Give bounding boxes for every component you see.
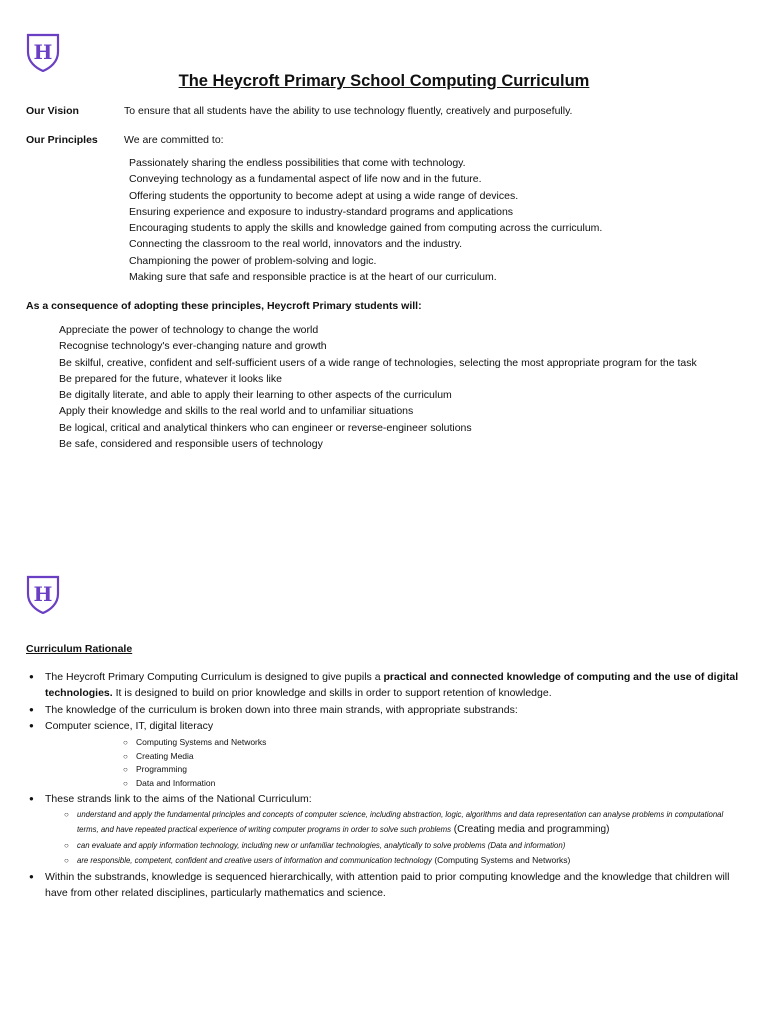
outcome-item: Be safe, considered and responsible users of technology — [59, 438, 323, 451]
consequence-heading: As a consequence of adopting these principles, Heycroft Primary students will: — [26, 300, 422, 312]
list-item: ● Computer science, IT, digital literacy ○ Computing Systems and Networks ○ Creating Media ○ Programming ○ Data and Information — [26, 718, 746, 791]
substrand-list — [136, 736, 746, 790]
substrand-item: ○ Computing Systems and Networks — [136, 736, 746, 750]
substrand-item: ○ Programming — [136, 763, 746, 777]
svg-text:H: H — [33, 582, 53, 606]
outcome-item: Be prepared for the future, whatever it looks like — [59, 372, 282, 385]
principle-item: Championing the power of problem-solving and logic. — [129, 254, 377, 267]
outcomes-list — [59, 322, 697, 452]
principle-item: Connecting the classroom to the real world, innovators and the industry. — [129, 238, 463, 251]
vision-text: To ensure that all students have the ability to use technology fluently, creatively and purposefully. — [124, 105, 573, 117]
outcome-item: Recognise technology's ever-changing nature and growth — [59, 340, 327, 353]
school-crest-icon — [25, 32, 61, 72]
principle-item: Passionately sharing the endless possibilities that come with technology. — [129, 157, 466, 169]
principles-label: Our Principles — [26, 134, 98, 146]
rationale-list — [26, 669, 746, 901]
principle-item: Encouraging students to apply the skills and knowledge gained from computing across the curriculum. — [129, 222, 603, 235]
principles-list — [129, 155, 602, 285]
svg-text:H: H — [33, 40, 53, 64]
list-item: ● The Heycroft Primary Computing Curriculum is designed to give pupils a practical and connected knowledge of computing and the use of digital technologies. It is designed to build on prior knowledge and skills in order to support retention of knowledge. — [26, 669, 746, 702]
outcome-item: Appreciate the power of technology to change the world — [59, 324, 319, 336]
page-title: The Heycroft Primary School Computing Curriculum — [178, 72, 590, 90]
aims-list — [77, 807, 746, 869]
outcome-item: Be skilful, creative, confident and self-sufficient users of a wide range of technologies, selecting the most appropriate program for the task — [59, 356, 697, 369]
principles-intro: We are committed to: — [124, 134, 224, 146]
outcome-item: Be logical, critical and analytical thinkers who can engineer or reverse-engineer solutions — [59, 421, 472, 434]
vision-label: Our Vision — [26, 105, 79, 117]
substrand-item: ○ Creating Media — [136, 750, 746, 764]
aim-item: ○ are responsible, competent, confident and creative users of information and communication technology (Computing Systems and Networks) — [77, 853, 746, 869]
list-item: ● Within the substrands, knowledge is sequenced hierarchically, with attention paid to prior computing knowledge and the knowledge that children will have from other related disciplines, particularly mathematics and science. — [26, 869, 746, 902]
principle-item: Conveying technology as a fundamental aspect of life now and in the future. — [129, 173, 482, 186]
aim-item: ○ can evaluate and apply information technology, including new or unfamiliar technologies, analytically to solve problems (Data and information) — [77, 838, 746, 854]
list-item: ● These strands link to the aims of the National Curriculum: ○ understand and apply the fundamental principles and concepts of computer science, including abstraction, logic, algorithms and data representation can analyse problems in computational terms, and have repeated practical experience of writing computer programs in order to solve such problems (Creating media and programming) ○ can evaluate and apply information technology, including new or unfamiliar technologies, analytically to solve problems (Data and information) ○ are responsible, competent, confident and creative users of information and communication technology (Computing Systems and Networks) — [26, 791, 746, 869]
outcome-item: Be digitally literate, and able to apply their learning to other aspects of the curriculum — [59, 389, 452, 402]
principle-item: Offering students the opportunity to become adept at using a wide range of devices. — [129, 189, 519, 202]
curriculum-rationale-heading: Curriculum Rationale — [26, 643, 133, 655]
school-crest-icon — [25, 574, 61, 614]
substrand-item: ○ Data and Information — [136, 777, 746, 791]
list-item: ● The knowledge of the curriculum is broken down into three main strands, with appropriate substrands: — [26, 702, 746, 718]
outcome-item: Apply their knowledge and skills to the real world and to unfamiliar situations — [59, 405, 414, 418]
principle-item: Ensuring experience and exposure to industry-standard programs and applications — [129, 205, 514, 218]
aim-item: ○ understand and apply the fundamental principles and concepts of computer science, including abstraction, logic, algorithms and data representation can analyse problems in computational terms, and have repeated practical experience of writing computer programs in order to solve such problems (Creating media and programming) — [77, 807, 746, 838]
principle-item: Making sure that safe and responsible practice is at the heart of our curriculum. — [129, 271, 497, 284]
